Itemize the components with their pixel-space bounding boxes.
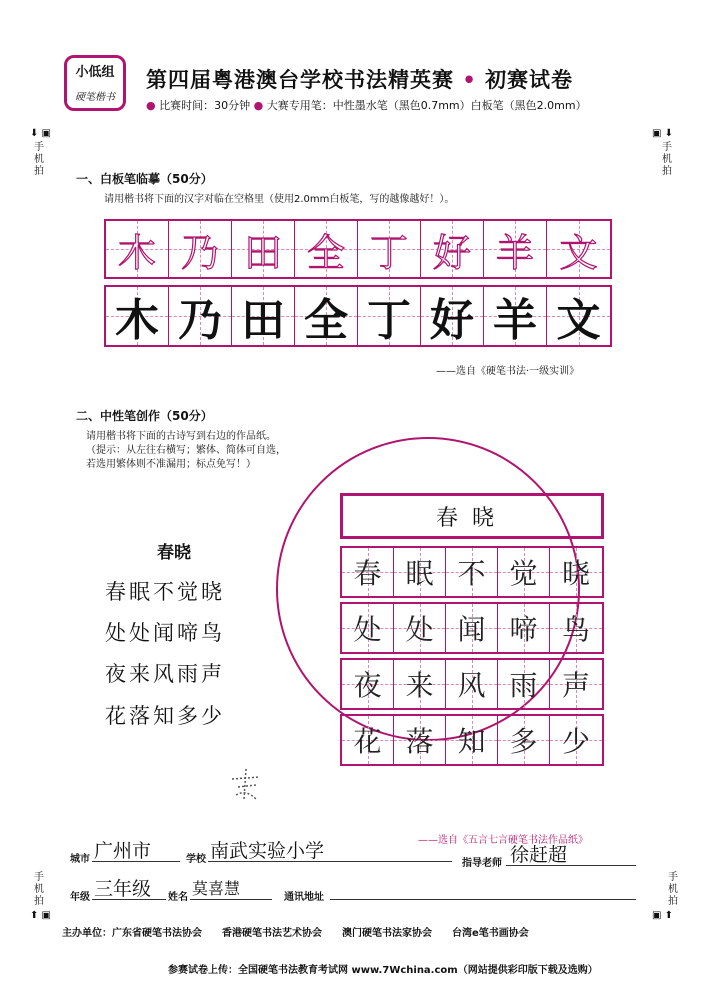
address-field[interactable] (330, 876, 636, 900)
city-label: 城市 (70, 854, 90, 865)
grid-cell: 处 (342, 604, 394, 652)
phone-shoot-label: 手机拍 (34, 142, 44, 177)
grid-cell: 觉 (498, 548, 550, 596)
grid-cell: 声 (550, 660, 602, 708)
poem-title: 春晓 (157, 543, 191, 563)
work-grid (340, 546, 604, 770)
bullet-icon: ● (146, 99, 156, 112)
poem-line: 处处闻啼鸟 (105, 621, 225, 645)
section2-hint: 若选用繁体则不准漏用；标点免写！） (86, 459, 256, 470)
page-title: 第四届粤港澳台学校书法精英赛 • 初赛试卷 (146, 68, 574, 92)
group-style: 硬笔楷书 (75, 92, 115, 103)
grid-cell: 丁 (358, 221, 421, 277)
poem-line: 夜来风雨声 (105, 662, 225, 686)
grid-cell: 羊 (484, 287, 547, 345)
grid-cell: 丁 (358, 287, 421, 345)
grid-cell: 田 (232, 287, 295, 345)
grid-cell: 雨 (498, 660, 550, 708)
grid-cell: 鸟 (550, 604, 602, 652)
grid-cell: 乃 (169, 287, 232, 345)
teacher-field[interactable]: 徐赶超 (506, 842, 636, 866)
grid-cell: 风 (446, 660, 498, 708)
section2-title: 二、中性笔创作（50分） (76, 409, 213, 423)
copy-grid-written (104, 285, 612, 347)
poem-line: 花落知多少 (105, 704, 225, 728)
grid-cell: 啼 (498, 604, 550, 652)
work-row (340, 714, 604, 766)
section1-title: 一、白板笔临摹（50分） (76, 172, 213, 186)
grid-cell: 羊 (484, 221, 547, 277)
grid-cell: 花 (342, 716, 394, 764)
work-title-box (340, 493, 604, 539)
grid-cell: 晓 (550, 548, 602, 596)
grid-cell: 文 (547, 287, 610, 345)
stamp-mark-icon (226, 765, 266, 805)
section2-source: ——选自《五言七言硬笔书法作品纸》 (418, 835, 588, 846)
school-label: 学校 (186, 854, 206, 865)
grid-cell: 全 (295, 221, 358, 277)
section2-instruction: 请用楷书将下面的古诗写到右边的作品纸。 (86, 431, 276, 442)
grid-cell: 多 (498, 716, 550, 764)
grid-cell: 眠 (394, 548, 446, 596)
phone-shoot-label: 手机拍 (668, 872, 678, 907)
grid-cell: 田 (232, 221, 295, 277)
work-row (340, 602, 604, 654)
grid-cell: 文 (547, 221, 610, 277)
copy-grid-model (104, 219, 612, 279)
phone-shoot-label: 手机拍 (34, 872, 44, 907)
grid-cell: 春 (342, 548, 394, 596)
grid-cell: 处 (394, 604, 446, 652)
grade-field[interactable]: 三年级 (92, 876, 166, 900)
grid-cell: 夜 (342, 660, 394, 708)
bullet-icon: ● (253, 99, 264, 112)
grid-cell: 木 (106, 221, 169, 277)
city-field[interactable]: 广州市 (92, 838, 180, 862)
work-title: 春晓 (435, 505, 508, 531)
name-field[interactable]: 莫喜慧 (190, 876, 272, 900)
grid-cell: 闻 (446, 604, 498, 652)
grid-cell: 落 (394, 716, 446, 764)
work-row (340, 546, 604, 598)
grid-cell: 好 (421, 287, 484, 345)
teacher-label: 指导老师 (462, 858, 502, 869)
section1-instruction: 请用楷书将下面的汉字对临在空格里（使用2.0mm白板笔，写的越像越好！）。 (104, 194, 455, 205)
exam-info (146, 97, 587, 113)
exam-pens: 大赛专用笔：中性墨水笔（黑色0.7mm）白板笔（黑色2.0mm） (266, 99, 587, 112)
group-badge (64, 55, 126, 111)
grid-cell: 知 (446, 716, 498, 764)
title-dot: • (462, 68, 477, 92)
grid-cell: 来 (394, 660, 446, 708)
grid-cell: 少 (550, 716, 602, 764)
section2-hint: （提示：从左往右横写；繁体、简体可自选， (86, 445, 286, 456)
group-name: 小低组 (75, 65, 115, 80)
camera-icon: ⬆ ▣ (30, 910, 52, 921)
upload-info: 参赛试卷上传：全国硬笔书法教育考试网 www.7Wchina.com（网站提供彩印版下载及选购） (168, 965, 598, 976)
camera-icon: ▣ ⬆ (652, 910, 674, 921)
grid-cell: 好 (421, 221, 484, 277)
grade-label: 年级 (70, 892, 90, 903)
camera-icon: ⬇ ▣ (30, 128, 52, 139)
work-row (340, 658, 604, 710)
grid-cell: 乃 (169, 221, 232, 277)
grid-cell: 木 (106, 287, 169, 345)
grid-cell: 不 (446, 548, 498, 596)
organizers: 主办单位：广东省硬笔书法协会 香港硬笔书法艺术协会 澳门硬笔书法家协会 台湾e笔书画协会 (62, 928, 529, 939)
school-field[interactable]: 南武实验小学 (208, 838, 452, 862)
name-label: 姓名 (168, 892, 188, 903)
address-label: 通讯地址 (284, 892, 324, 903)
exam-time: 比赛时间：30分钟 (159, 99, 251, 112)
phone-shoot-label: 手机拍 (662, 142, 672, 177)
section1-source: ——选自《硬笔书法·一级实训》 (436, 366, 580, 377)
camera-icon: ▣ ⬇ (652, 128, 674, 139)
poem-line: 春眠不觉晓 (105, 580, 225, 604)
grid-cell: 全 (295, 287, 358, 345)
